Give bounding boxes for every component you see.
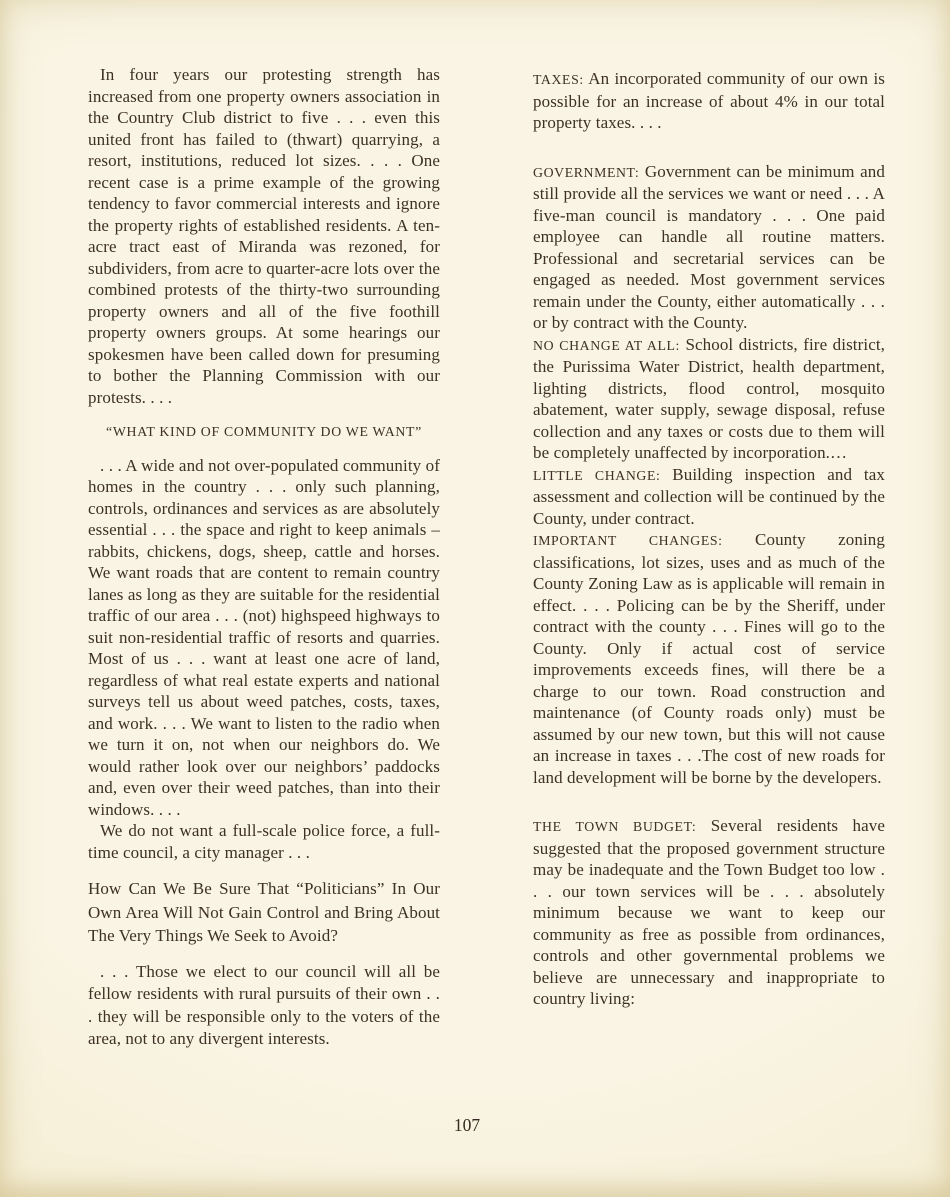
section-text-no-change-at-all: School districts, fire district, the Purissima Water District, health department, lighting districts, flood control, mosquito abatement, water supply, sewage disposal, refuse collection and any taxes or costs due to them will be completely unaffected by incorporation.… (533, 334, 886, 462)
section-label-taxes: TAXES: (533, 72, 584, 87)
section-taxes (533, 68, 885, 134)
section-text-important-changes: County zoning classifications, lot sizes, uses and as much of the County Zoning Law as is applicable will remain in effect. . . . Policing can be by the Sheriff, under contract with the county . . . Fines will go to the County. Only if actual cost of service improvements exceeds fines, will there be a charge to our town. Road construction and maintenance (of County roads only) must be assumed by our new town, but this will not cause an increase in taxes . . .The cost of new roads for land development will be borne by the developers. (533, 530, 885, 787)
section-label-government: GOVERNMENT: (533, 164, 640, 180)
section-text-government: Government can be minimum and still provide all the services we want or need . . . A five-man council is mandatory . . . One paid employee can handle all routine matters. Professional and secretarial services can be engaged as needed. Most government services remain under the County, either automatically . . . or by contract with the County. (533, 161, 885, 332)
section-label-little-change: LITTLE CHANGE: (533, 467, 661, 483)
right-column (533, 68, 885, 1010)
paragraph-community-description: . . . A wide and not over-populated community of homes in the country . . . only such planning, controls, ordinances and services as are absolutely essential . . . the space and right to keep animals – rabbits, chickens, dogs, sheep, cattle and horses. We want roads that are content to remain country lanes as long as they are suitable for the residential traffic of our area . . . (not) highspeed highways to suit non-residential traffic of resorts and quarries. Most of us . . . want at least one acre of land, regardless of what real estate experts and national surveys tell us about weed patches, costs, taxes, and work. . . . We want to listen to the radio when we turn it on, not when our neighbors do. We would rather look over our neighbors’ paddocks and, even over their weed patches, than into their windows. . . . (88, 455, 440, 819)
section-text-taxes: An incorporated community of our own is possible for an increase of about 4% in our total property taxes. . . . (533, 69, 885, 132)
page-number: 107 (453, 1115, 481, 1135)
section-label-town-budget: THE TOWN BUDGET: (533, 819, 697, 834)
section-label-important-changes: IMPORTANT CHANGES: (533, 533, 723, 548)
paragraph-no-police-force: We do not want a full-scale police force, a full-time council, a city manager . . . (88, 821, 440, 862)
section-little-change (533, 464, 885, 530)
section-heading-what-kind-of-community: “WHAT KIND OF COMMUNITY DO WE WANT” (106, 424, 422, 439)
section-text-town-budget: Several residents have suggested that the proposed government structure may be inadequate and the Town Budget too low . . . our town services will be . . . absolutely minimum because we want to keep our community as free as possible from ordinances, controls and other governmental problems we believe are unnecessary and inappropriate to country living: (533, 816, 886, 1008)
paragraph-council-residents: . . . Those we elect to our council will all be fellow residents with rural pursuits of their own . . . they will be responsible only to the voters of the area, not to any divergent interests. (88, 961, 440, 1048)
paragraph-protesting-strength: In four years our protesting strength has increased from one property owners association in the Country Club district to five . . . even this united front has failed to (thwart) quarrying, a resort, institutions, reduced lot sizes. . . . One recent case is a prime example of the growing tendency to favor commercial interests and ignore the property rights of established residents. A ten-acre tract east of Miranda was rezoned, for subdividers, from acre to quarter-acre lots over the combined protests of the thirty-two surrounding property owners and all of the five foothill property owners groups. At some hearings our spokesmen have been called down for presuming to bother the Planning Commission with our protests. . . . (88, 65, 440, 407)
section-town-budget (533, 815, 885, 1010)
section-government (533, 161, 885, 334)
left-column (88, 64, 440, 1051)
section-important-changes (533, 529, 885, 788)
paragraph-question-politicians: How Can We Be Sure That “Politicians” In Our Own Area Will Not Gain Control and Bring About The Very Things We Seek to Avoid? (88, 879, 440, 945)
section-text-little-change: Building inspection and tax assessment and collection will be continued by the County, under contract. (533, 464, 885, 528)
section-no-change-at-all (533, 334, 885, 464)
section-label-no-change-at-all: NO CHANGE AT ALL: (533, 337, 680, 353)
